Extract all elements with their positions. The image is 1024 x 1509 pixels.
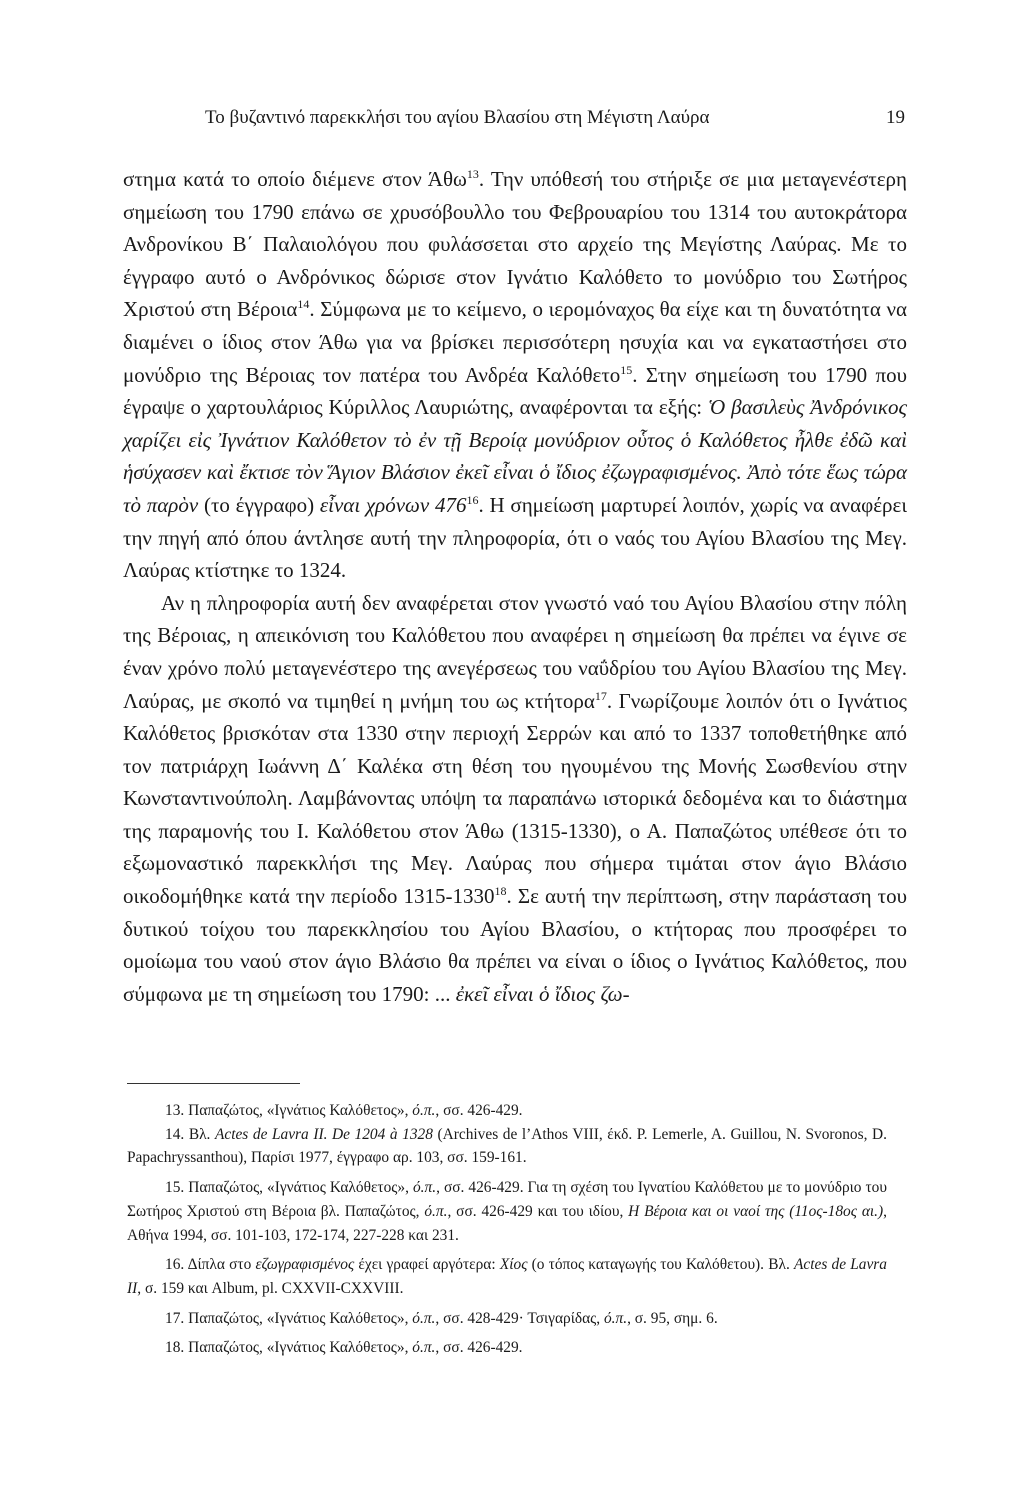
text-run: . Γνωρίζουμε λοιπόν ότι ο Ιγνάτιος Καλόθετος βρισκόταν στα 1330 στην περιοχή Σερρών και από το 1337 τοποθετήθηκε από τον πατριάρχη Ιωάννη Δ΄ Καλέκα στη θέση του ηγουμένου της Μονής Σωσθενίου στην Κωνσταντινούπολη. Λαμβάνοντας υπόψη τα παραπάνω ιστορικά δεδομένα και το διάστημα της παραμονής του Ι. Καλόθετου στον Άθω (1315-1330), ο Α. Παπαζώτος υπέθεσε ότι το εξωμοναστικό παρεκκλήσι της Μεγ. Λαύρας που σήμερα τιμάται στον άγιο Βλάσιο οικοδομήθηκε κατά την περίοδο 1315-1330	[123, 688, 907, 909]
work-title: Η Βέροια και οι ναοί της (11ος-18ος αι.)	[628, 1202, 884, 1220]
text-run: . Στην σημείωση του 1790 που έγραψε ο χαρτουλάριος Κύριλλος Λαυριώτης, αναφέρονται τα εξής:	[123, 362, 908, 420]
footnote-15	[127, 1176, 887, 1247]
cited-word: Χίος	[499, 1256, 528, 1274]
text-run: 18. Παπαζώτος, «Ιγνάτιος Καλόθετος»,	[165, 1339, 413, 1357]
text-run: . Σε αυτή την περίπτωση, στην παράσταση του δυτικού τοίχου του παρεκκλησίου του Αγίου Βλασίου, ο κτήτορας που προσφέρει το ομοίωμα του ναού στον άγιο Βλάσιο θα πρέπει να είναι ο ίδιος ο Ιγνάτιος Καλόθετος, που σύμφωνα με τη σημείωση του 1790: ...	[123, 884, 908, 1006]
abbreviation: ό.π.	[412, 1309, 436, 1327]
text-run: 15. Παπαζώτος, «Ιγνάτιος Καλόθετος»,	[165, 1179, 413, 1197]
cited-word: εζωγραφισμένος	[255, 1256, 355, 1274]
text-run: (ο τόπος καταγωγής του Καλόθετου). Βλ.	[527, 1256, 794, 1274]
footnotes	[127, 1099, 887, 1360]
footnote-13	[127, 1099, 887, 1123]
abbreviation: ό.π.	[412, 1179, 437, 1197]
abbreviation: ό.π.	[412, 1102, 436, 1119]
footnote-18	[127, 1336, 887, 1360]
text-run: , Αθήνα 1994, σσ. 101-103, 172-174, 227-228 και 231.	[127, 1202, 888, 1244]
quoted-note-text: ἐκεῖ εἶναι ὁ ἴδιος ζω-	[455, 981, 630, 1006]
page-number: 19	[886, 107, 905, 128]
footnote-ref-18: 18	[494, 884, 507, 899]
text-run: . Η σημείωση μαρτυρεί λοιπόν, χωρίς να αναφέρει την πηγή από όπου άντλησε αυτή την πληροφορία, ότι ο ναός του Αγίου Βλασίου της Μεγ. Λαύρας κτίστηκε το 1324.	[123, 492, 907, 583]
paragraph-1	[123, 163, 907, 587]
text-run: , σσ. 426-429.	[435, 1102, 523, 1119]
text-run: , σ. 95, σημ. 6.	[627, 1309, 718, 1327]
running-title: Το βυζαντινό παρεκκλήσι του αγίου Βλασίου στη Μέγιστη Λαύρα	[205, 107, 710, 128]
text-run: 16. Δίπλα στο	[165, 1256, 256, 1274]
text-run: 17. Παπαζώτος, «Ιγνάτιος Καλόθετος»,	[165, 1309, 413, 1327]
text-run: 14. Βλ.	[165, 1125, 215, 1143]
footnote-ref-13: 13	[466, 167, 479, 181]
main-text	[123, 163, 907, 1010]
footnote-17	[127, 1307, 887, 1331]
footnote-ref-15: 15	[620, 362, 633, 377]
text-run: (το έγγραφο)	[198, 492, 320, 517]
paragraph-2	[123, 587, 907, 1011]
footnote-ref-14: 14	[297, 297, 310, 312]
text-run: , σ. 159 και Album, pl. CXXVII-CXXVIII.	[137, 1279, 404, 1297]
abbreviation: ό.π.	[412, 1339, 436, 1357]
text-run: έχει γραφεί αργότερα:	[354, 1256, 500, 1274]
text-run: Αν η πληροφορία αυτή δεν αναφέρεται στον γνωστό ναό του Αγίου Βλασίου στην πόλη της Βέροιας, η απεικόνιση του Καλόθετου που αναφέρει η σημείωση θα πρέπει να έγινε σε έναν χρόνο πολύ μεταγενέστερο της ανεγέρσεως του ναΰδρίου του Αγίου Βλασίου της Μεγ. Λαύρας, με σκοπό να τιμηθεί η μνήμη του ως κτήτορα	[123, 590, 907, 713]
footnote-ref-16: 16	[466, 492, 479, 507]
text-run: 13. Παπαζώτος, «Ιγνάτιος Καλόθετος»,	[165, 1102, 413, 1119]
abbreviation: ό.π.	[603, 1309, 628, 1327]
text-run: , σσ. 426-429.	[435, 1339, 523, 1357]
text-run: , σσ. 426-429. Για τη σχέση του Ιγνατίου Καλόθετου με το μονύδριο του Σωτήρος Χριστού στη Βέροια βλ. Παπαζώτος,	[127, 1179, 887, 1220]
footnote-16	[127, 1253, 887, 1300]
abbreviation: ό.π.	[424, 1202, 448, 1220]
text-run: στημα κατά το οποίο διέμενε στον Άθω	[123, 167, 467, 191]
quoted-note-text: Ὁ βασιλεὺς Ἀνδρόνικος χαρίζει εἰς Ἰγνάτιον Καλόθετον τὸ ἐν τῇ Βεροίᾳ μονύδριον οὗτος ὁ Καλόθετος ἦλθε ἐδῶ καὶ ἡσύχασεν καὶ ἔκτισε τὸν Ἅγιον Βλάσιον ἐκεῖ εἶναι ὁ ἴδιος ἐζωγραφισμένος. Ἀπὸ τότε ἕως τώρα τὸ παρὸν	[123, 395, 907, 517]
footnote-ref-17: 17	[594, 688, 607, 703]
text-run: . Την υπόθεσή του στήριξε σε μια μεταγενέστερη σημείωση του 1790 επάνω σε χρυσόβουλλο του Φεβρουαρίου του 1314 του αυτοκράτορα Ανδρονίκου Β΄ Παλαιολόγου που φυλάσσεται στο αρχείο της Μεγίστης Λαύρας. Με το έγγραφο αυτό ο Ανδρόνικος δώρισε στον Ιγνάτιο Καλόθετο το μονύδριο του Σωτήρος Χριστού στη Βέροια	[123, 167, 907, 322]
footnote-14	[127, 1123, 887, 1170]
text-run: . Σύμφωνα με το κείμενο, ο ιερομόναχος θα είχε και τη δυνατότητα να διαμένει ο ίδιος στον Άθω για να βρίσκει περισσότερη ησυχία και να εγκαταστήσει στο μονύδριο της Βέροιας τον πατέρα του Ανδρέα Καλόθετο	[123, 297, 907, 387]
footnote-separator	[127, 1083, 300, 1084]
work-title: Actes de Lavra II. De 1204 à 1328	[214, 1125, 433, 1143]
quoted-note-text: εἶναι χρόνων 476	[319, 492, 467, 517]
work-title: Actes de Lavra II	[127, 1256, 887, 1297]
text-run: (Archives de l’Athos VIII, έκδ. P. Lemerle, A. Guillou, N. Svoronos, D. Papachryssanthou), Παρίσι 1977, έγγραφο αρ. 103, σσ. 159-161.	[127, 1125, 887, 1167]
running-header	[205, 106, 905, 130]
text-run: , σσ. 426-429 και του ιδίου,	[447, 1202, 629, 1220]
text-run: , σσ. 428-429· Τσιγαρίδας,	[435, 1309, 604, 1327]
